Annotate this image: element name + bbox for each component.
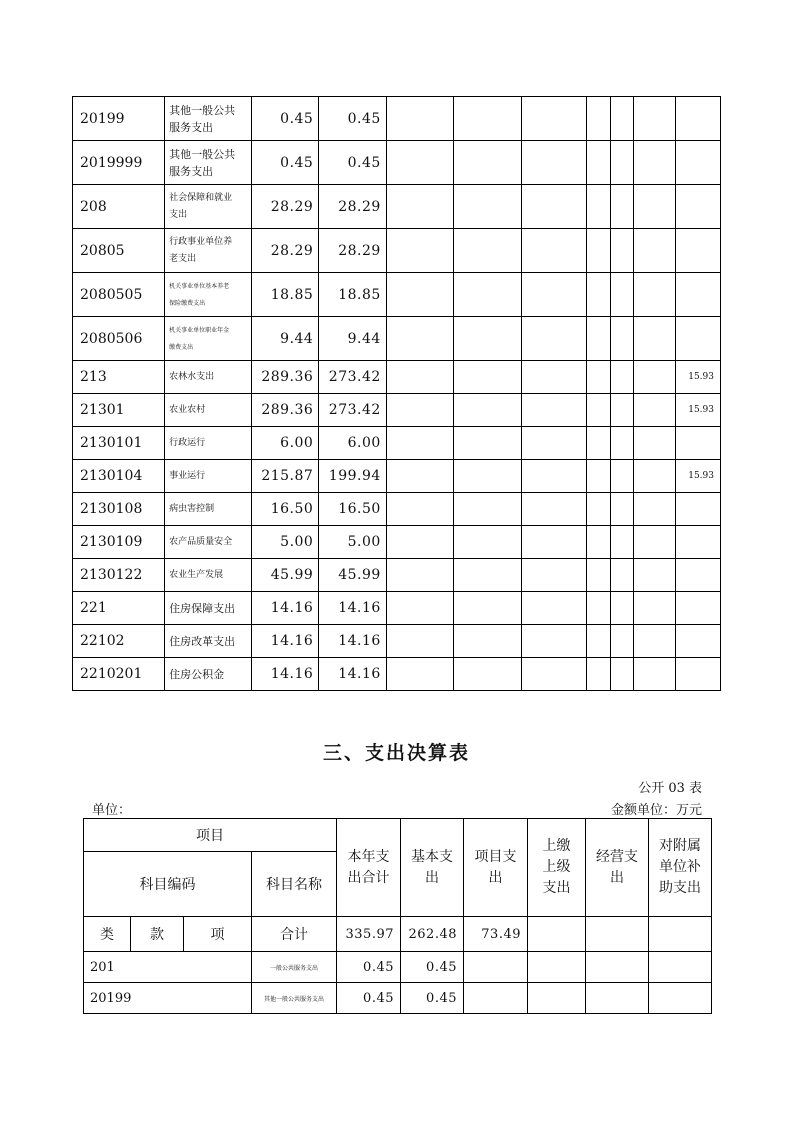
header-xiang: 项 (184, 917, 252, 952)
row-basic: 0.45 (319, 97, 386, 141)
amount-unit-label: 金额单位：万元 (610, 803, 702, 818)
row-basic: 45.99 (319, 559, 386, 592)
row-cell (521, 625, 586, 658)
row-code: 22102 (73, 625, 165, 658)
row-last (675, 97, 720, 141)
row-annual-total: 0.45 (337, 983, 401, 1014)
row-code: 2130122 (73, 559, 165, 592)
table-row (73, 97, 721, 141)
sum-label: 合计 (252, 917, 337, 952)
row-cell (521, 185, 586, 229)
row-code: 2130109 (73, 526, 165, 559)
row-cell (587, 229, 611, 273)
row-basic: 273.42 (319, 394, 386, 427)
row-cell (521, 229, 586, 273)
row-cell (634, 141, 676, 185)
row-cell (521, 273, 586, 317)
table-row (73, 526, 721, 559)
row-cell (587, 141, 611, 185)
header-annual-total: 本年支 出合计 (337, 819, 401, 917)
row-cell (610, 273, 634, 317)
row-last: 15.93 (675, 394, 720, 427)
row-cell (386, 97, 453, 141)
row-cell (386, 361, 453, 394)
sum-project-exp: 73.49 (464, 917, 528, 952)
row-cell (610, 559, 634, 592)
row-cell (610, 97, 634, 141)
form-number: 公开 03 表 (638, 781, 702, 796)
row-cell (454, 273, 521, 317)
sum-basic: 262.48 (401, 917, 464, 952)
row-name-line: 服务支出 (169, 164, 214, 178)
header-subject-name: 科目名称 (252, 852, 337, 917)
table-row (73, 658, 721, 691)
row-cell (634, 493, 676, 526)
row-cell (454, 625, 521, 658)
row-code: 213 (73, 361, 165, 394)
row-cell (649, 983, 712, 1014)
row-name-line: 住房保障支出 (169, 601, 236, 615)
table-row (73, 317, 721, 361)
row-cell (528, 952, 586, 983)
row-cell (634, 394, 676, 427)
row-name (165, 229, 252, 273)
row-cell (386, 592, 453, 625)
row-name (165, 361, 252, 394)
row-cell (386, 526, 453, 559)
row-total: 215.87 (251, 460, 318, 493)
header-project-exp: 项目支 出 (464, 819, 528, 917)
header-remit: 上缴 上级 支出 (528, 819, 586, 917)
row-cell (521, 141, 586, 185)
row-cell (610, 658, 634, 691)
row-cell (528, 983, 586, 1014)
table-row (73, 361, 721, 394)
row-cell (454, 394, 521, 427)
row-cell (634, 460, 676, 493)
row-code: 20199 (73, 97, 165, 141)
row-total: 5.00 (251, 526, 318, 559)
sum-remit (528, 917, 586, 952)
row-last (675, 526, 720, 559)
row-basic: 0.45 (319, 141, 386, 185)
row-basic: 16.50 (319, 493, 386, 526)
row-cell (610, 141, 634, 185)
row-name (165, 592, 252, 625)
row-last (675, 273, 720, 317)
table-row (73, 460, 721, 493)
row-cell (464, 952, 528, 983)
row-name-line: 缴费支出 (169, 343, 194, 351)
row-cell (521, 317, 586, 361)
table-row (73, 427, 721, 460)
row-name-line: 病虫害控制 (169, 503, 215, 514)
sum-subsidy (649, 917, 712, 952)
row-cell (521, 460, 586, 493)
sum-business (586, 917, 649, 952)
row-name-line: 农业生产发展 (169, 569, 224, 580)
row-basic: 6.00 (319, 427, 386, 460)
row-cell (521, 592, 586, 625)
row-cell (634, 317, 676, 361)
row-cell (634, 625, 676, 658)
row-name-line: 行政事业单位养 (169, 236, 233, 247)
row-cell (521, 526, 586, 559)
row-basic: 14.16 (319, 625, 386, 658)
table-row (73, 592, 721, 625)
row-cell (634, 361, 676, 394)
row-basic: 5.00 (319, 526, 386, 559)
row-cell (454, 229, 521, 273)
unit-label: 单位： (92, 803, 132, 818)
row-name (165, 394, 252, 427)
row-code: 201 (84, 952, 252, 983)
row-last (675, 427, 720, 460)
row-cell (587, 559, 611, 592)
row-cell (521, 361, 586, 394)
header-lei: 类 (84, 917, 131, 952)
row-total: 28.29 (251, 185, 318, 229)
row-code: 2130104 (73, 460, 165, 493)
row-cell (386, 625, 453, 658)
row-cell (610, 394, 634, 427)
row-basic: 18.85 (319, 273, 386, 317)
row-cell (521, 427, 586, 460)
header-subsidy: 对附属 单位补 助支出 (649, 819, 712, 917)
row-name-line: 保险缴费支出 (169, 299, 206, 307)
row-total: 289.36 (251, 394, 318, 427)
row-code: 208 (73, 185, 165, 229)
row-name (165, 141, 252, 185)
row-cell (610, 229, 634, 273)
row-cell (521, 394, 586, 427)
row-cell (587, 185, 611, 229)
income-detail-table (72, 96, 721, 691)
row-basic: 9.44 (319, 317, 386, 361)
row-cell (610, 493, 634, 526)
row-cell (610, 625, 634, 658)
row-cell (634, 427, 676, 460)
table-row (73, 559, 721, 592)
row-cell (634, 229, 676, 273)
income-detail-body (73, 97, 721, 691)
row-cell (587, 427, 611, 460)
row-cell (521, 97, 586, 141)
row-cell (634, 97, 676, 141)
row-cell (521, 559, 586, 592)
row-cell (634, 559, 676, 592)
row-last: 15.93 (675, 460, 720, 493)
section-title: 三、支出决算表 (322, 742, 470, 764)
row-total: 14.16 (251, 658, 318, 691)
row-name-line: 住房改革支出 (169, 634, 236, 648)
row-name-line: 老支出 (169, 253, 197, 264)
row-last (675, 141, 720, 185)
header-kuan: 款 (131, 917, 184, 952)
row-name-line: 其他一般公共 (169, 147, 236, 161)
row-code: 20199 (84, 983, 252, 1014)
row-cell (587, 625, 611, 658)
sum-annual-total: 335.97 (337, 917, 401, 952)
row-last (675, 658, 720, 691)
row-basic: 199.94 (319, 460, 386, 493)
row-name: 其他一般公共服务支出 (252, 983, 337, 1014)
row-basic: 14.16 (319, 658, 386, 691)
row-cell (610, 460, 634, 493)
row-cell (386, 493, 453, 526)
row-last: 15.93 (675, 361, 720, 394)
row-last (675, 559, 720, 592)
row-name (165, 526, 252, 559)
row-name-line: 社会保障和就业 (169, 192, 233, 203)
row-name-line: 行政运行 (169, 437, 206, 448)
row-code: 2019999 (73, 141, 165, 185)
row-annual-total: 0.45 (337, 952, 401, 983)
row-total: 14.16 (251, 592, 318, 625)
row-cell (610, 185, 634, 229)
row-cell (454, 658, 521, 691)
row-name (165, 317, 252, 361)
row-cell (454, 559, 521, 592)
row-cell (386, 460, 453, 493)
row-total: 45.99 (251, 559, 318, 592)
row-basic: 0.45 (401, 983, 464, 1014)
row-last (675, 317, 720, 361)
row-cell (586, 983, 649, 1014)
row-cell (386, 658, 453, 691)
row-code: 2080506 (73, 317, 165, 361)
row-cell (610, 361, 634, 394)
row-code: 20805 (73, 229, 165, 273)
row-cell (521, 658, 586, 691)
row-total: 18.85 (251, 273, 318, 317)
row-cell (610, 427, 634, 460)
row-cell (587, 526, 611, 559)
row-cell (386, 141, 453, 185)
row-cell (454, 493, 521, 526)
table-row (73, 141, 721, 185)
row-cell (386, 317, 453, 361)
row-name-line: 农产品质量安全 (169, 536, 233, 547)
row-cell (587, 273, 611, 317)
row-cell (386, 427, 453, 460)
row-name-line: 其他一般公共 (169, 103, 236, 117)
row-cell (587, 493, 611, 526)
table-row (84, 952, 712, 983)
row-name: 一般公共服务支出 (252, 952, 337, 983)
row-total: 0.45 (251, 97, 318, 141)
row-cell (587, 317, 611, 361)
row-cell (454, 317, 521, 361)
row-cell (454, 460, 521, 493)
row-code: 2210201 (73, 658, 165, 691)
row-total: 0.45 (251, 141, 318, 185)
row-name-line: 支出 (169, 209, 188, 220)
expenditure-table (83, 818, 712, 1014)
row-name-line: 机关事业单位基本养老 (169, 282, 230, 290)
row-basic: 273.42 (319, 361, 386, 394)
row-code: 2130108 (73, 493, 165, 526)
header-subject-code: 科目编码 (84, 852, 252, 917)
row-basic: 28.29 (319, 229, 386, 273)
row-name (165, 658, 252, 691)
row-total: 14.16 (251, 625, 318, 658)
row-code: 2130101 (73, 427, 165, 460)
row-total: 28.29 (251, 229, 318, 273)
row-code: 2080505 (73, 273, 165, 317)
table-row (73, 273, 721, 317)
table-row (84, 983, 712, 1014)
row-name (165, 493, 252, 526)
row-cell (454, 97, 521, 141)
row-cell (610, 592, 634, 625)
row-cell (454, 185, 521, 229)
row-code: 21301 (73, 394, 165, 427)
row-cell (587, 394, 611, 427)
row-cell (587, 658, 611, 691)
header-basic: 基本支 出 (401, 819, 464, 917)
table-row (73, 229, 721, 273)
row-name-line: 农林水支出 (169, 371, 215, 382)
row-name-line: 事业运行 (169, 470, 206, 481)
row-cell (454, 526, 521, 559)
row-cell (454, 361, 521, 394)
row-cell (386, 229, 453, 273)
row-last (675, 592, 720, 625)
row-name-line: 住房公积金 (169, 667, 225, 681)
header-business: 经营支 出 (586, 819, 649, 917)
row-last (675, 185, 720, 229)
row-cell (587, 97, 611, 141)
row-cell (634, 592, 676, 625)
row-cell (610, 317, 634, 361)
row-cell (454, 592, 521, 625)
row-cell (634, 273, 676, 317)
table-row (73, 625, 721, 658)
row-basic: 0.45 (401, 952, 464, 983)
row-total: 289.36 (251, 361, 318, 394)
row-cell (634, 658, 676, 691)
row-cell (454, 141, 521, 185)
row-name (165, 273, 252, 317)
row-name (165, 185, 252, 229)
header-project: 项目 (84, 819, 337, 852)
row-basic: 14.16 (319, 592, 386, 625)
row-basic: 28.29 (319, 185, 386, 229)
row-cell (587, 361, 611, 394)
row-cell (634, 526, 676, 559)
row-name-line: 机关事业单位职业年金 (169, 326, 230, 334)
row-cell (386, 394, 453, 427)
row-cell (586, 952, 649, 983)
row-name (165, 97, 252, 141)
row-name (165, 625, 252, 658)
row-cell (454, 427, 521, 460)
row-total: 16.50 (251, 493, 318, 526)
row-last (675, 493, 720, 526)
row-cell (386, 185, 453, 229)
table-row (73, 185, 721, 229)
table-row (73, 493, 721, 526)
row-cell (587, 460, 611, 493)
row-cell (464, 983, 528, 1014)
row-name-line: 服务支出 (169, 120, 214, 134)
row-cell (610, 526, 634, 559)
row-code: 221 (73, 592, 165, 625)
table-row (73, 394, 721, 427)
row-cell (634, 185, 676, 229)
row-cell (521, 493, 586, 526)
row-name (165, 559, 252, 592)
row-cell (386, 559, 453, 592)
row-cell (649, 952, 712, 983)
row-total: 9.44 (251, 317, 318, 361)
row-last (675, 625, 720, 658)
row-name-line: 农业农村 (169, 404, 206, 415)
row-total: 6.00 (251, 427, 318, 460)
row-cell (386, 273, 453, 317)
row-last (675, 229, 720, 273)
row-name (165, 460, 252, 493)
row-cell (587, 592, 611, 625)
row-name (165, 427, 252, 460)
